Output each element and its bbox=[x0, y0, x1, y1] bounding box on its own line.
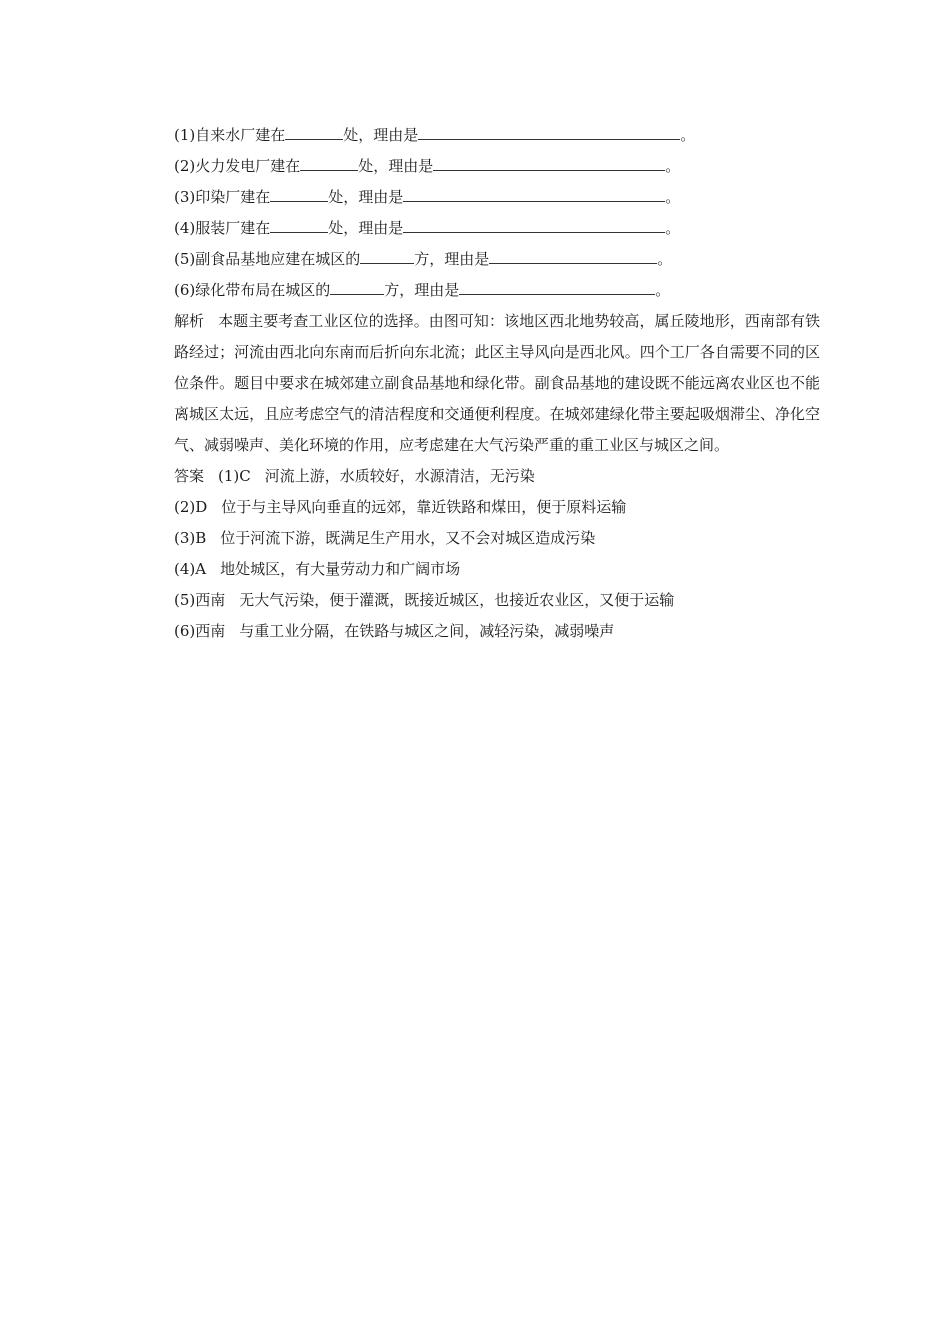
question-2-end: 。 bbox=[665, 157, 681, 175]
question-3-end: 。 bbox=[665, 188, 681, 206]
question-2-blank-location bbox=[300, 154, 358, 171]
question-2-prefix: (2)火力发电厂建在 bbox=[174, 157, 301, 175]
answer-item-3-code: (3)B bbox=[174, 529, 207, 547]
answer-item-6-text: 与重工业分隔，在铁路与城区之间，减轻污染，减弱噪声 bbox=[239, 622, 615, 640]
question-4-end: 。 bbox=[665, 219, 681, 237]
question-6 bbox=[174, 275, 824, 306]
question-5-end: 。 bbox=[657, 250, 673, 268]
question-2-mid: 处，理由是 bbox=[358, 157, 434, 175]
question-6-blank-direction bbox=[330, 278, 384, 295]
document-content bbox=[174, 120, 824, 647]
analysis-label: 解析 bbox=[174, 312, 205, 330]
question-2 bbox=[174, 151, 824, 182]
answer-item-4 bbox=[174, 554, 824, 585]
question-1 bbox=[174, 120, 824, 151]
question-5-mid: 方，理由是 bbox=[414, 250, 490, 268]
answer-item-2-code: (2)D bbox=[174, 498, 208, 516]
question-3-blank-location bbox=[270, 185, 328, 202]
question-1-prefix: (1)自来水厂建在 bbox=[174, 126, 286, 144]
question-3 bbox=[174, 182, 824, 213]
question-6-blank-reason bbox=[459, 278, 655, 295]
answer-item-4-code: (4)A bbox=[174, 560, 207, 578]
question-6-end: 。 bbox=[655, 281, 671, 299]
answer-item-2 bbox=[174, 492, 824, 523]
answer-item-6-code: (6)西南 bbox=[174, 622, 226, 640]
answer-item-6 bbox=[174, 616, 824, 647]
analysis-text: 本题主要考查工业区位的选择。由图可知：该地区西北地势较高，属丘陵地形，西南部有铁路经过；河流由西北向东南而后折向东北流；此区主导风向是西北风。四个工厂各自需要不同的区位条件。题目中要求在城郊建立副食品基地和绿化带。副食品基地的建设既不能远离农业区也不能离城区太远，且应考虑空气的清洁程度和交通便利程度。在城郊建绿化带主要起吸烟滞尘、净化空气、减弱噪声、美化环境的作用，应考虑建在大气污染严重的重工业区与城区之间。 bbox=[174, 312, 820, 454]
answer-item-1-text: 河流上游，水质较好，水源清洁，无污染 bbox=[264, 467, 535, 485]
question-4-blank-location bbox=[270, 216, 328, 233]
question-3-mid: 处，理由是 bbox=[328, 188, 404, 206]
answer-item-1 bbox=[174, 461, 824, 492]
question-1-blank-location bbox=[285, 123, 343, 140]
question-1-mid: 处，理由是 bbox=[343, 126, 419, 144]
question-6-prefix: (6)绿化带布局在城区的 bbox=[174, 281, 331, 299]
question-5-blank-direction bbox=[360, 247, 414, 264]
question-3-prefix: (3)印染厂建在 bbox=[174, 188, 271, 206]
question-4-prefix: (4)服装厂建在 bbox=[174, 219, 271, 237]
question-5-blank-reason bbox=[489, 247, 657, 264]
answer-item-1-code: (1)C bbox=[218, 467, 251, 485]
answer-label: 答案 bbox=[174, 467, 205, 485]
answer-item-3 bbox=[174, 523, 824, 554]
question-4 bbox=[174, 213, 824, 244]
question-1-end: 。 bbox=[680, 126, 696, 144]
question-6-mid: 方，理由是 bbox=[384, 281, 460, 299]
question-4-blank-reason bbox=[403, 216, 665, 233]
analysis-paragraph bbox=[174, 306, 820, 461]
question-5 bbox=[174, 244, 824, 275]
question-2-blank-reason bbox=[433, 154, 665, 171]
answer-item-4-text: 地处城区，有大量劳动力和广阔市场 bbox=[220, 560, 461, 578]
answer-item-5-text: 无大气污染，便于灌溉，既接近城区，也接近农业区，又便于运输 bbox=[239, 591, 675, 609]
question-1-blank-reason bbox=[418, 123, 680, 140]
answer-item-3-text: 位于河流下游，既满足生产用水，又不会对城区造成污染 bbox=[220, 529, 596, 547]
question-3-blank-reason bbox=[403, 185, 665, 202]
answer-item-5-code: (5)西南 bbox=[174, 591, 226, 609]
answer-item-2-text: 位于与主导风向垂直的远郊，靠近铁路和煤田，便于原料运输 bbox=[221, 498, 627, 516]
answer-item-5 bbox=[174, 585, 824, 616]
question-4-mid: 处，理由是 bbox=[328, 219, 404, 237]
question-5-prefix: (5)副食品基地应建在城区的 bbox=[174, 250, 361, 268]
